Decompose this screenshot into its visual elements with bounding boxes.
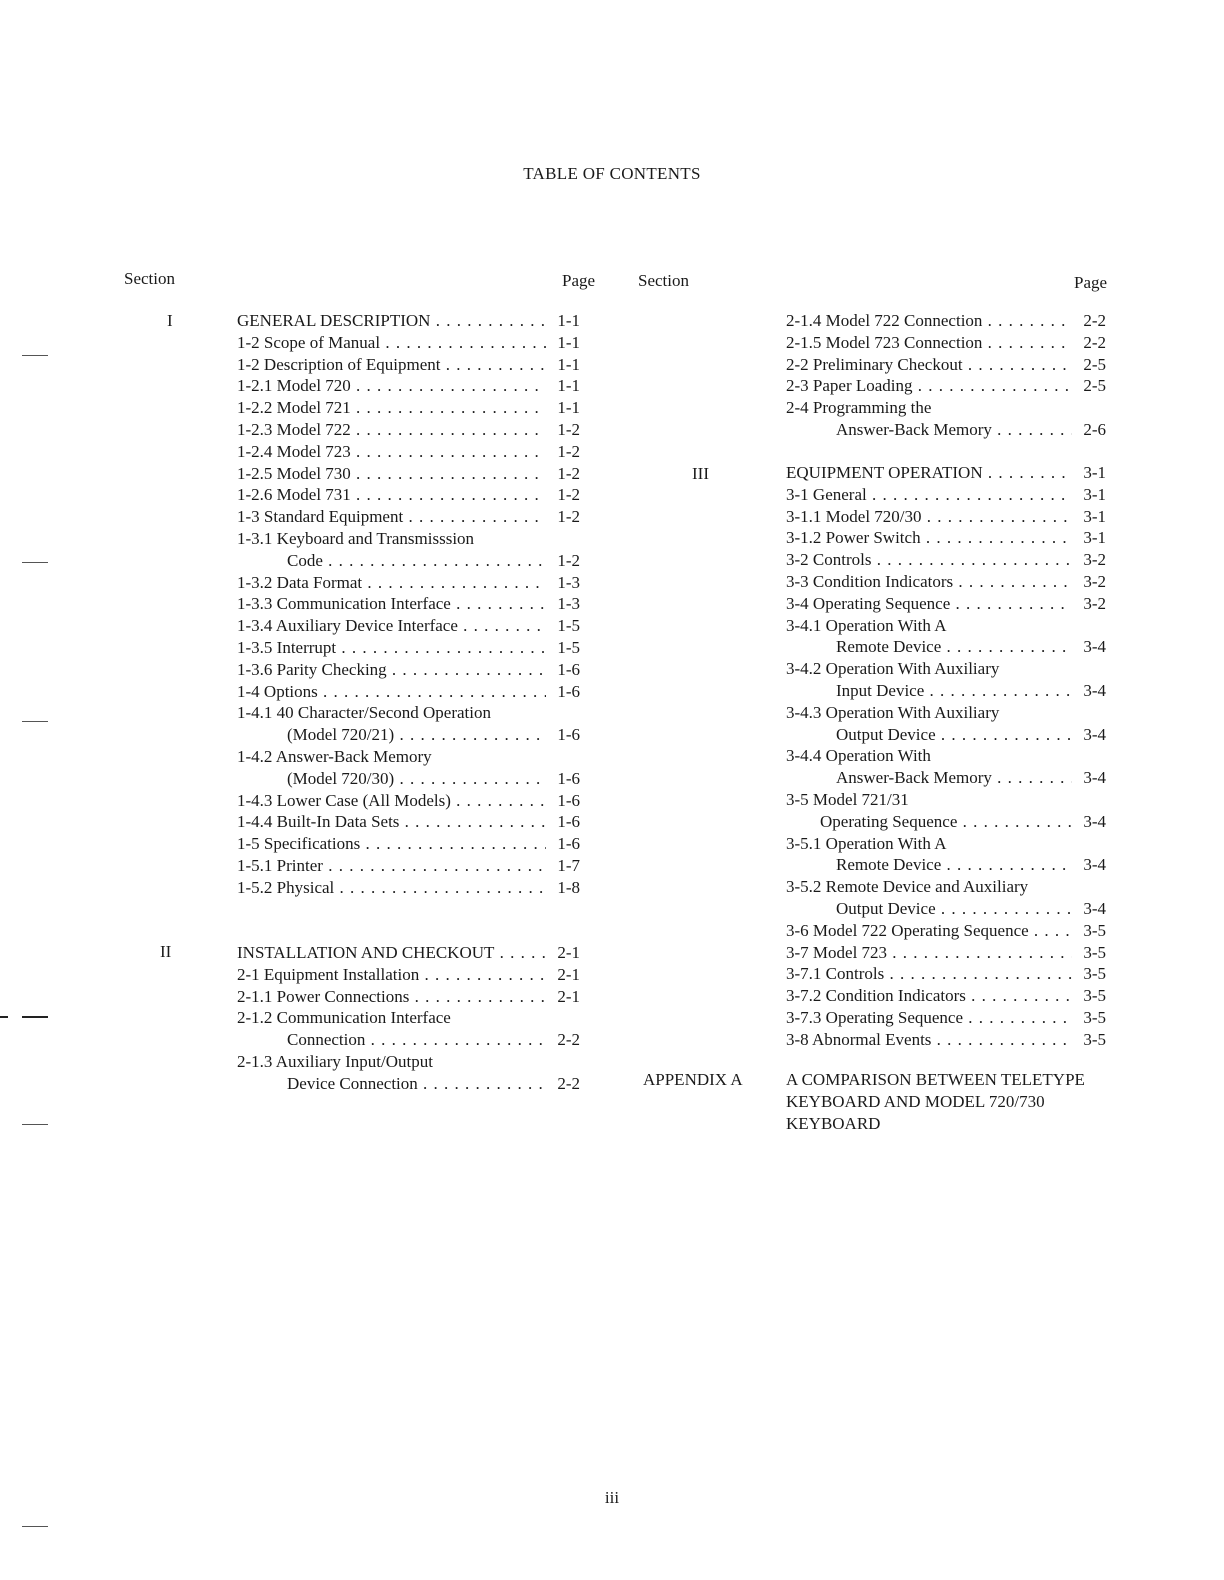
toc-entry-title: (Model 720/21) . . . xyxy=(287,724,546,746)
section-number-1: I xyxy=(167,311,173,330)
toc-entry-page: 2-1 xyxy=(553,986,580,1008)
toc-entry xyxy=(786,462,1106,484)
toc-entry-title: GENERAL DESCRIPTION . . . xyxy=(237,310,546,332)
toc-entry xyxy=(237,310,580,332)
toc-entry xyxy=(237,811,580,833)
toc-entry-title: 3-7.3 Operating Sequence . . . xyxy=(786,1007,1072,1029)
toc-entry xyxy=(237,790,580,812)
toc-entry-page: 1-6 xyxy=(553,768,580,790)
toc-entry-title: 1-5.2 Physical . . . xyxy=(237,877,546,899)
toc-entry-page: 1-2 xyxy=(553,550,580,572)
toc-entry-page: 3-5 xyxy=(1079,1029,1106,1051)
scan-mark xyxy=(22,1124,48,1125)
toc-entry-title: 3-4.3 Operation With Auxiliary xyxy=(786,702,1000,722)
toc-entry-page: 1-1 xyxy=(553,354,580,376)
toc-entry xyxy=(237,375,580,397)
toc-entry-title: 3-5 Model 721/31 xyxy=(786,790,909,809)
toc-entry-title: 1-5.1 Printer . . . xyxy=(237,855,546,877)
toc-entry-page: 1-5 xyxy=(553,637,580,659)
toc-entry-title: 1-2.4 Model 723 . . . xyxy=(237,441,546,463)
toc-entry-title: Device Connection . . . xyxy=(287,1073,546,1095)
toc-entry xyxy=(786,1029,1106,1051)
section-header-right: Section xyxy=(638,271,689,290)
toc-entry xyxy=(836,636,1106,658)
toc-entry-page: 3-1 xyxy=(1079,484,1106,506)
toc-entry xyxy=(237,942,580,964)
toc-entry-page: 3-5 xyxy=(1079,1007,1106,1029)
toc-entry-title: 3-8 Abnormal Events . . . xyxy=(786,1029,1072,1051)
page-header-left: Page xyxy=(562,271,596,290)
toc-entry-title: 1-4 Options . . . xyxy=(237,681,546,703)
toc-entry xyxy=(237,615,580,637)
toc-entry-page: 2-5 xyxy=(1079,375,1106,397)
toc-entry-title: 2-1.4 Model 722 Connection . . . xyxy=(786,310,1072,332)
toc-entry-title: 1-2 Description of Equipment . . . xyxy=(237,354,546,376)
toc-entry-page: 1-6 xyxy=(553,790,580,812)
toc-entry xyxy=(287,768,580,790)
toc-entry-title: 1-4.3 Lower Case (All Models) . . . xyxy=(237,790,546,812)
toc-entry-title: Answer-Back Memory . . . xyxy=(836,419,1072,441)
toc-entry-title: 3-4.2 Operation With Auxiliary xyxy=(786,659,1000,679)
toc-entry-page: 1-1 xyxy=(553,310,580,332)
section-number-2: II xyxy=(160,942,172,961)
toc-entry xyxy=(786,310,1106,332)
toc-entry-title: Connection . . . xyxy=(287,1029,546,1051)
toc-entry-title: Remote Device . . . xyxy=(836,636,1072,658)
toc-entry-page: 3-5 xyxy=(1079,985,1106,1007)
toc-entry-page: 1-2 xyxy=(553,484,580,506)
toc-entry xyxy=(786,354,1106,376)
appendix-label: APPENDIX A xyxy=(643,1070,743,1089)
toc-entry xyxy=(786,375,1106,397)
toc-entry-page: 1-6 xyxy=(553,659,580,681)
toc-entry xyxy=(237,354,580,376)
toc-entry xyxy=(836,898,1106,920)
toc-entry-title: Answer-Back Memory . . . xyxy=(836,767,1072,789)
scan-mark xyxy=(22,355,48,356)
toc-entry-title: 3-7.2 Condition Indicators . . . xyxy=(786,985,1072,1007)
toc-entry-title: 3-1.1 Model 720/30 . . . xyxy=(786,506,1072,528)
toc-entry-title: 2-4 Programming the xyxy=(786,398,932,418)
toc-entry xyxy=(786,985,1106,1007)
toc-entry-title: 3-4.4 Operation With xyxy=(786,746,931,766)
toc-entry-page: 1-6 xyxy=(553,833,580,855)
toc-entry xyxy=(237,986,580,1008)
toc-entry-title: Operating Sequence . . . xyxy=(820,811,1072,833)
toc-entry xyxy=(786,484,1106,506)
toc-entry-page: 1-1 xyxy=(553,397,580,419)
toc-entry-title: 1-2.5 Model 730 . . . xyxy=(237,463,546,485)
toc-entry xyxy=(786,527,1106,549)
toc-entry-title: 1-5 Specifications . . . xyxy=(237,833,546,855)
toc-entry-page: 3-4 xyxy=(1079,767,1106,789)
toc-entry-title: 1-3 Standard Equipment . . . xyxy=(237,506,546,528)
scan-mark xyxy=(22,1016,48,1018)
toc-entry xyxy=(287,550,580,572)
toc-entry-page: 1-1 xyxy=(553,332,580,354)
toc-entry-page: 2-1 xyxy=(553,964,580,986)
toc-entry-title: Input Device . . . xyxy=(836,680,1072,702)
appendix-title: A COMPARISON BETWEEN TELETYPE KEYBOARD AND MODEL 720/730 KEYBOARD xyxy=(786,1070,1085,1133)
toc-entry xyxy=(237,964,580,986)
toc-entry-page: 3-5 xyxy=(1079,942,1106,964)
toc-entry xyxy=(836,724,1106,746)
toc-entry-title: 1-3.1 Keyboard and Transmisssion xyxy=(237,529,475,548)
toc-entry-title: Output Device . . . xyxy=(836,898,1072,920)
toc-entry-page: 2-5 xyxy=(1079,354,1106,376)
toc-entry-title: 1-3.4 Auxiliary Device Interface . . . xyxy=(237,615,546,637)
toc-entry-title: 2-1.5 Model 723 Connection . . . xyxy=(786,332,1072,354)
toc-entry-page: 2-6 xyxy=(1079,419,1106,441)
toc-entry-page: 1-8 xyxy=(553,877,580,899)
toc-entry xyxy=(237,659,580,681)
toc-entry-title: 2-1 Equipment Installation . . . xyxy=(237,964,546,986)
toc-entry-title: 1-4.4 Built-In Data Sets . . . xyxy=(237,811,546,833)
toc-entry xyxy=(237,833,580,855)
toc-entry xyxy=(287,1073,580,1095)
toc-entry-title: 3-7.1 Controls . . . xyxy=(786,963,1072,985)
toc-entry xyxy=(836,767,1106,789)
toc-entry-title: 1-2.6 Model 731 . . . xyxy=(237,484,546,506)
page-title: TABLE OF CONTENTS xyxy=(523,164,701,183)
toc-entry xyxy=(820,811,1106,833)
toc-entry-title: 1-4.1 40 Character/Second Operation xyxy=(237,703,491,723)
toc-entry-page: 3-4 xyxy=(1079,811,1106,833)
toc-entry-page: 1-6 xyxy=(553,681,580,703)
toc-entry-page: 1-6 xyxy=(553,811,580,833)
toc-entry xyxy=(237,397,580,419)
toc-entry-page: 2-2 xyxy=(553,1029,580,1051)
toc-entry-title: 1-3.2 Data Format . . . xyxy=(237,572,546,594)
section-header-left: Section xyxy=(124,269,175,288)
toc-entry-page: 3-5 xyxy=(1079,963,1106,985)
toc-entry-page: 1-3 xyxy=(553,572,580,594)
toc-entry-title: 2-1.2 Communication Interface xyxy=(237,1008,451,1028)
toc-entry-title: 1-2.1 Model 720 . . . xyxy=(237,375,546,397)
toc-entry-title: Code . . . xyxy=(287,550,546,572)
toc-entry-title: 2-2 Preliminary Checkout . . . xyxy=(786,354,1072,376)
toc-entry-page: 1-2 xyxy=(553,441,580,463)
toc-entry-title: 1-2 Scope of Manual . . . xyxy=(237,332,546,354)
toc-entry xyxy=(786,549,1106,571)
toc-entry xyxy=(237,855,580,877)
toc-entry-page: 3-2 xyxy=(1079,593,1106,615)
toc-entry-title: 3-1 General . . . xyxy=(786,484,1072,506)
toc-entry-page: 3-4 xyxy=(1079,724,1106,746)
toc-entry xyxy=(237,877,580,899)
toc-entry-title: (Model 720/30) . . . xyxy=(287,768,546,790)
toc-entry xyxy=(237,332,580,354)
toc-entry-title: 3-1.2 Power Switch . . . xyxy=(786,527,1072,549)
toc-entry-page: 1-6 xyxy=(553,724,580,746)
scan-mark xyxy=(22,721,48,722)
toc-entry-title: Remote Device . . . xyxy=(836,854,1072,876)
toc-entry-page: 2-1 xyxy=(553,942,580,964)
toc-entry-title: 3-6 Model 722 Operating Sequence . . . xyxy=(786,920,1072,942)
toc-entry xyxy=(786,506,1106,528)
toc-entry-page: 1-7 xyxy=(553,855,580,877)
toc-entry-page: 1-2 xyxy=(553,506,580,528)
toc-entry-page: 3-2 xyxy=(1079,571,1106,593)
toc-entry-page: 3-1 xyxy=(1079,527,1106,549)
toc-entry xyxy=(237,572,580,594)
toc-entry-page: 3-2 xyxy=(1079,549,1106,571)
toc-entry-page: 1-2 xyxy=(553,419,580,441)
toc-entry xyxy=(237,484,580,506)
toc-entry-page: 3-4 xyxy=(1079,680,1106,702)
toc-entry-title: 1-4.2 Answer-Back Memory xyxy=(237,747,432,766)
page-header-right: Page xyxy=(1074,273,1108,292)
toc-entry-page: 3-1 xyxy=(1079,506,1106,528)
toc-entry-page: 1-1 xyxy=(553,375,580,397)
scan-mark xyxy=(0,1016,8,1018)
toc-entry-title: 3-2 Controls . . . xyxy=(786,549,1072,571)
toc-entry xyxy=(836,854,1106,876)
toc-entry xyxy=(237,441,580,463)
toc-entry xyxy=(237,506,580,528)
toc-entry-page: 1-3 xyxy=(553,593,580,615)
toc-entry-page: 2-2 xyxy=(1079,310,1106,332)
toc-entry-page: 3-5 xyxy=(1079,920,1106,942)
toc-entry xyxy=(786,1007,1106,1029)
toc-entry-page: 3-4 xyxy=(1079,636,1106,658)
toc-entry-page: 1-2 xyxy=(553,463,580,485)
toc-entry-page: 3-4 xyxy=(1079,898,1106,920)
scan-mark xyxy=(22,562,48,563)
toc-entry xyxy=(237,681,580,703)
toc-entry xyxy=(287,1029,580,1051)
toc-entry-title: Output Device . . . xyxy=(836,724,1072,746)
toc-entry-page: 2-2 xyxy=(553,1073,580,1095)
toc-entry-title: 1-2.3 Model 722 . . . xyxy=(237,419,546,441)
toc-entry xyxy=(287,724,580,746)
toc-entry-page: 1-5 xyxy=(553,615,580,637)
toc-entry-title: 3-5.1 Operation With A xyxy=(786,833,947,853)
toc-entry xyxy=(836,680,1106,702)
toc-entry xyxy=(786,942,1106,964)
toc-entry xyxy=(237,593,580,615)
toc-entry-title: 3-5.2 Remote Device and Auxiliary xyxy=(786,877,1029,897)
toc-entry-title: 1-3.3 Communication Interface . . . xyxy=(237,593,546,615)
toc-entry-title: 2-3 Paper Loading . . . xyxy=(786,375,1072,397)
toc-entry-title: 1-3.5 Interrupt . . . xyxy=(237,637,546,659)
toc-entry-title: 3-3 Condition Indicators . . . xyxy=(786,571,1072,593)
toc-entry-title: 3-4 Operating Sequence . . . xyxy=(786,593,1072,615)
toc-entry-title: 3-7 Model 723 . . . xyxy=(786,942,1072,964)
toc-entry-page: 3-1 xyxy=(1079,462,1106,484)
toc-entry xyxy=(786,593,1106,615)
toc-entry xyxy=(237,637,580,659)
toc-entry-title: 1-3.6 Parity Checking . . . xyxy=(237,659,546,681)
toc-entry-title: 1-2.2 Model 721 . . . xyxy=(237,397,546,419)
section-number-3: III xyxy=(692,464,709,483)
toc-entry-title: EQUIPMENT OPERATION . . . xyxy=(786,462,1072,484)
page-number: iii xyxy=(604,1488,620,1507)
toc-entry xyxy=(786,920,1106,942)
toc-entry xyxy=(786,963,1106,985)
toc-entry xyxy=(237,463,580,485)
toc-entry-title: 2-1.1 Power Connections . . . xyxy=(237,986,546,1008)
toc-entry xyxy=(836,419,1106,441)
toc-entry xyxy=(786,332,1106,354)
toc-entry xyxy=(786,571,1106,593)
toc-entry-title: INSTALLATION AND CHECKOUT . . . xyxy=(237,942,546,964)
toc-entry-title: 2-1.3 Auxiliary Input/Output xyxy=(237,1052,433,1071)
toc-entry-title: 3-4.1 Operation With A xyxy=(786,615,947,635)
toc-entry-page: 2-2 xyxy=(1079,332,1106,354)
toc-entry-page: 3-4 xyxy=(1079,854,1106,876)
toc-entry xyxy=(237,419,580,441)
scan-mark xyxy=(22,1526,48,1527)
